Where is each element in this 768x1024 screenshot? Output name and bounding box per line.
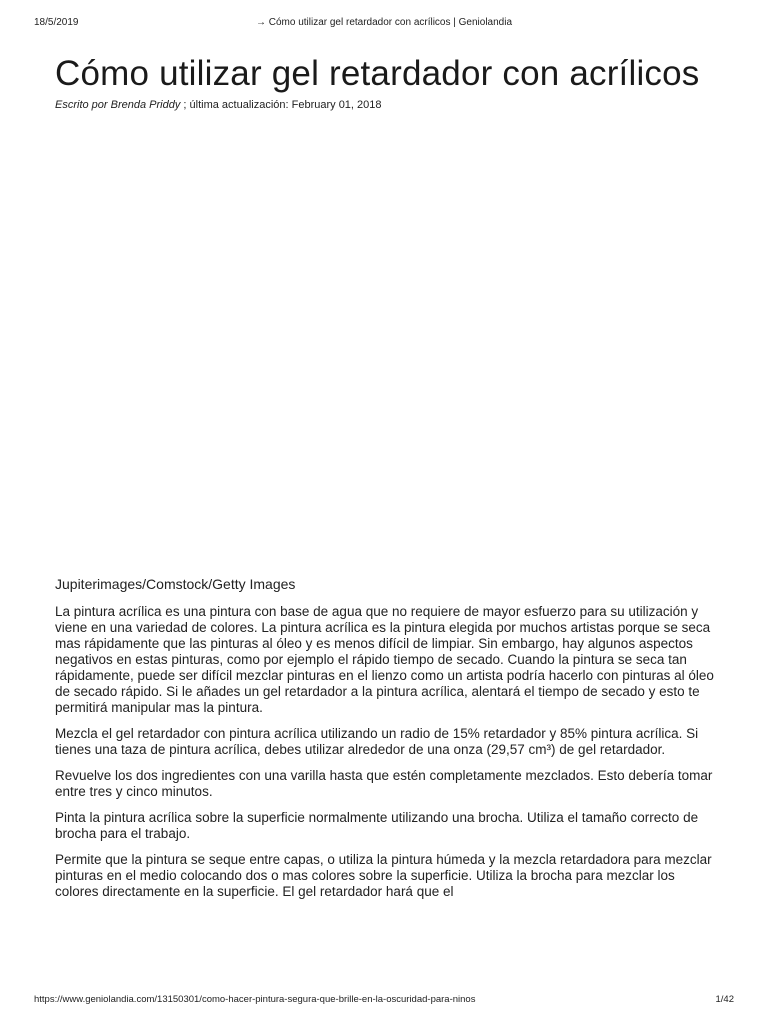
- byline-updated: ; última actualización: February 01, 2018: [180, 99, 382, 111]
- byline: [55, 98, 720, 112]
- article-title: Cómo utilizar gel retardador con acrílicos: [55, 54, 700, 93]
- print-header: [34, 17, 734, 31]
- print-document-title: → Cómo utilizar gel retardador con acrílicos | Geniolandia: [255, 17, 513, 28]
- article-image-placeholder: [55, 112, 720, 575]
- byline-author: Escrito por Brenda Priddy: [55, 99, 181, 111]
- print-url: https://www.geniolandia.com/13150301/como-hacer-pintura-segura-que-brille-en-la-oscuridad-para-ninos: [34, 994, 476, 1005]
- article-paragraph: La pintura acrílica es una pintura con base de agua que no requiere de mayor esfuerzo para su utilización y viene en una variedad de colores. La pintura acrílica es la pintura elegida por muchos artistas porque se seca mas rápidamente que las pinturas al óleo y es menos difícil de limpiar. Sin embargo, hay algunos aspectos negativos en estas pinturas, como por ejemplo el rápido tiempo de secado. Cuando la pintura se seca tan rápidamente, puede ser difícil mezclar pinturas en el lienzo como un artista podría hacerlo con pinturas al óleo de secado rápido. Si le añades un gel retardador a la pintura acrílica, alentará el tiempo de secado y esto te permitirá manipular mas la pintura.: [55, 604, 714, 715]
- article: [55, 54, 720, 910]
- article-paragraph: Permite que la pintura se seque entre capas, o utiliza la pintura húmeda y la mezcla retardadora para mezclar pinturas en el medio colocando dos o mas colores sobre la superficie. Utiliza la brocha para mezclar los colores directamente en la superficie. El gel retardador hará que el: [55, 852, 712, 899]
- page-number: 1/42: [715, 994, 734, 1005]
- article-paragraph: Revuelve los dos ingredientes con una varilla hasta que estén completamente mezclados. Esto debería tomar entre tres y cinco minutos.: [55, 768, 713, 799]
- image-credit: Jupiterimages/Comstock/Getty Images: [55, 576, 296, 592]
- article-paragraph: Pinta la pintura acrílica sobre la superficie normalmente utilizando una brocha. Utiliza el tamaño correcto de brocha para el trabajo.: [55, 810, 699, 841]
- article-paragraph: Mezcla el gel retardador con pintura acrílica utilizando un radio de 15% retardador y 85% pintura acrílica. Si tienes una taza de pintura acrílica, debes utilizar alrededor de una onza (29,57 cm³) de gel retardador.: [55, 726, 699, 757]
- print-date: 18/5/2019: [34, 17, 79, 28]
- print-footer: [34, 994, 734, 1008]
